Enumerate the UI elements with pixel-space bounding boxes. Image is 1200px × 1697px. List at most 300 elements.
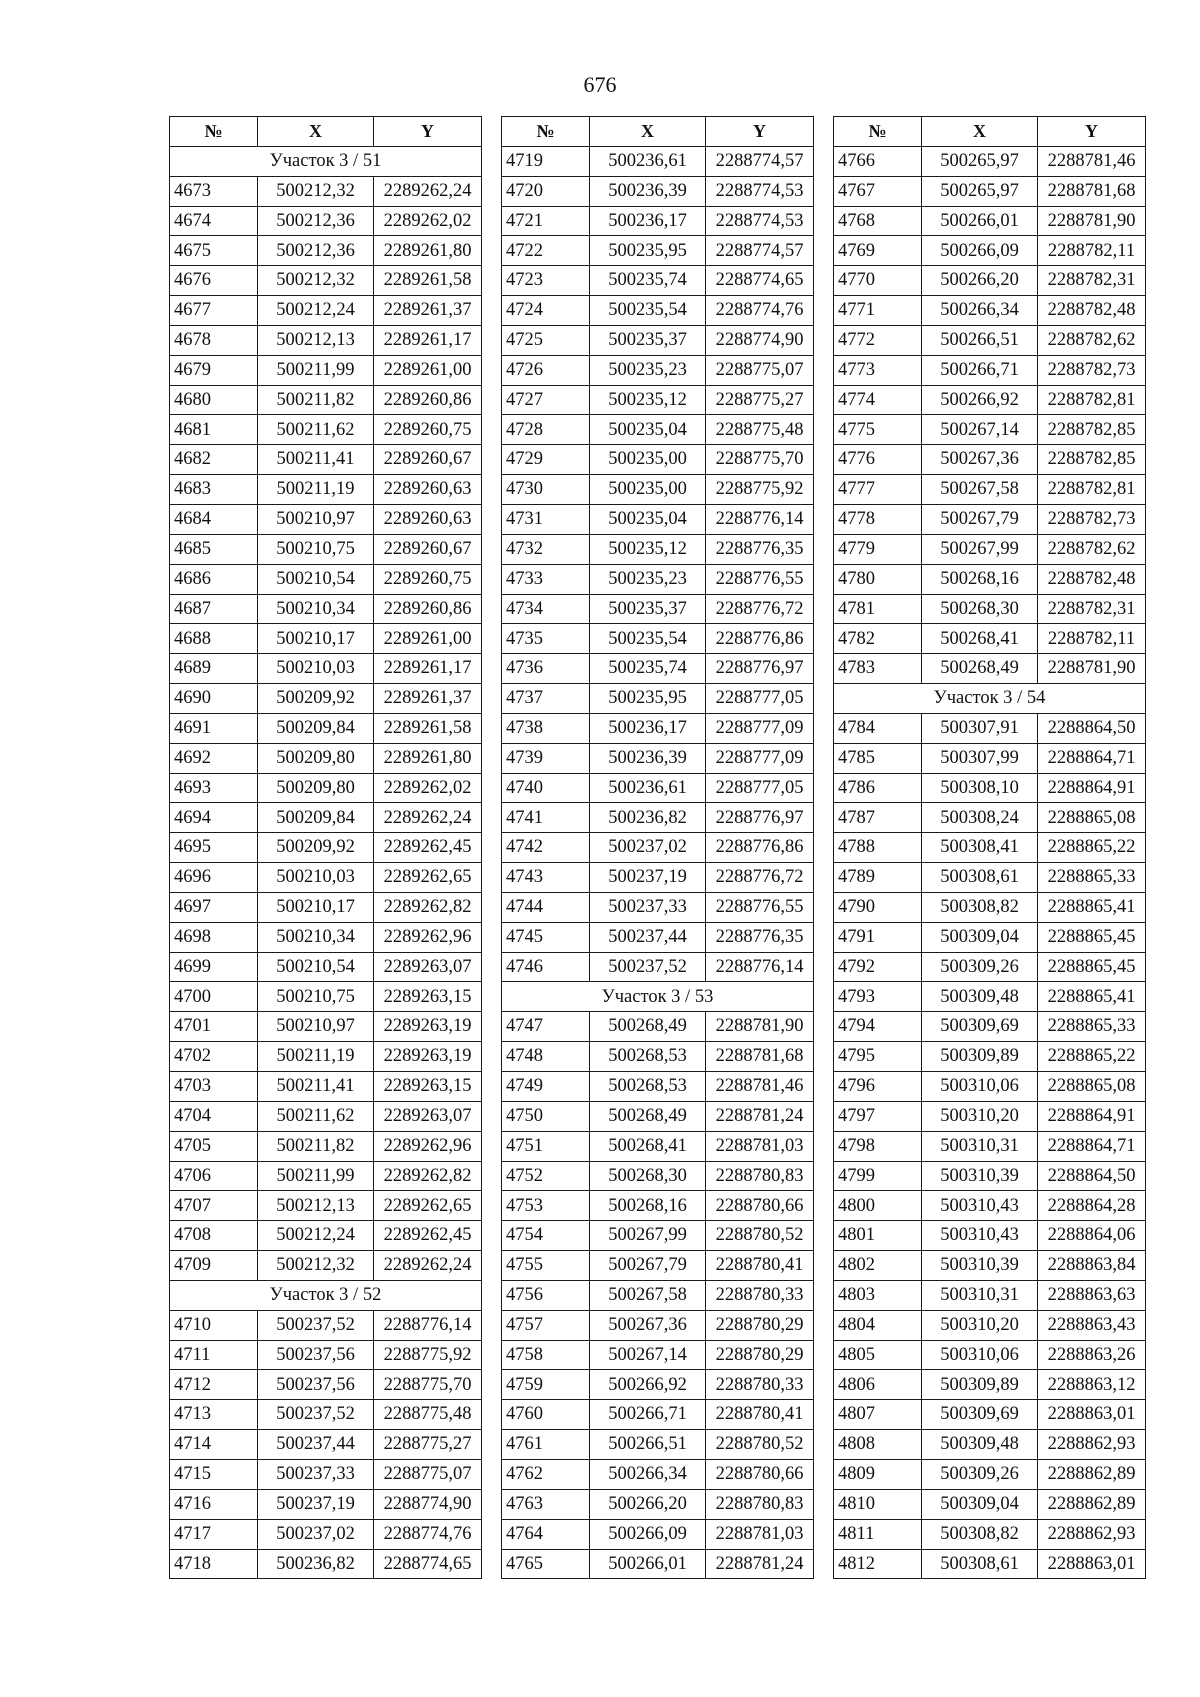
y-value: 2288776,86 (706, 624, 814, 654)
y-value: 2288782,81 (1038, 385, 1146, 415)
y-value: 2289262,24 (374, 803, 482, 833)
point-number: 4687 (170, 594, 258, 624)
y-value: 2288863,01 (1038, 1400, 1146, 1430)
point-number: 4710 (170, 1310, 258, 1340)
point-number: 4767 (834, 176, 922, 206)
x-value: 500211,99 (258, 355, 374, 385)
table-row (834, 266, 1146, 296)
y-value: 2288782,81 (1038, 475, 1146, 505)
table-row (834, 1042, 1146, 1072)
x-value: 500235,00 (590, 475, 706, 505)
x-value: 500209,80 (258, 743, 374, 773)
y-value: 2288781,90 (1038, 654, 1146, 684)
point-number: 4780 (834, 564, 922, 594)
x-value: 500211,99 (258, 1161, 374, 1191)
point-number: 4772 (834, 325, 922, 355)
point-number: 4725 (502, 325, 590, 355)
header-x: X (922, 117, 1038, 147)
point-number: 4762 (502, 1459, 590, 1489)
y-value: 2288782,48 (1038, 296, 1146, 326)
x-value: 500209,80 (258, 773, 374, 803)
point-number: 4702 (170, 1042, 258, 1072)
header-y: Y (706, 117, 814, 147)
x-value: 500267,36 (922, 445, 1038, 475)
table-row (502, 1370, 814, 1400)
table-row (170, 296, 482, 326)
x-value: 500210,75 (258, 534, 374, 564)
x-value: 500235,12 (590, 534, 706, 564)
table-row (502, 833, 814, 863)
point-number: 4773 (834, 355, 922, 385)
x-value: 500268,53 (590, 1042, 706, 1072)
x-value: 500266,20 (590, 1489, 706, 1519)
y-value: 2288864,71 (1038, 743, 1146, 773)
y-value: 2288780,52 (706, 1221, 814, 1251)
x-value: 500308,61 (922, 1549, 1038, 1579)
y-value: 2288780,29 (706, 1340, 814, 1370)
table-row (170, 773, 482, 803)
header-number: № (170, 117, 258, 147)
table-row (834, 176, 1146, 206)
y-value: 2288780,41 (706, 1251, 814, 1281)
point-number: 4812 (834, 1549, 922, 1579)
y-value: 2288774,57 (706, 236, 814, 266)
x-value: 500210,34 (258, 922, 374, 952)
x-value: 500237,56 (258, 1340, 374, 1370)
table-row (502, 1519, 814, 1549)
table-row (834, 952, 1146, 982)
x-value: 500268,30 (922, 594, 1038, 624)
point-number: 4705 (170, 1131, 258, 1161)
y-value: 2288864,71 (1038, 1131, 1146, 1161)
table-row (170, 1191, 482, 1221)
x-value: 500310,31 (922, 1131, 1038, 1161)
x-value: 500265,97 (922, 176, 1038, 206)
y-value: 2288865,22 (1038, 833, 1146, 863)
point-number: 4763 (502, 1489, 590, 1519)
table-row (502, 624, 814, 654)
x-value: 500235,95 (590, 236, 706, 266)
point-number: 4714 (170, 1430, 258, 1460)
x-value: 500236,61 (590, 773, 706, 803)
table-row (834, 146, 1146, 176)
table-row (502, 922, 814, 952)
y-value: 2289263,07 (374, 952, 482, 982)
x-value: 500235,04 (590, 415, 706, 445)
point-number: 4782 (834, 624, 922, 654)
point-number: 4699 (170, 952, 258, 982)
y-value: 2288864,50 (1038, 1161, 1146, 1191)
point-number: 4775 (834, 415, 922, 445)
y-value: 2288775,48 (706, 415, 814, 445)
x-value: 500235,54 (590, 296, 706, 326)
table-row (170, 624, 482, 654)
y-value: 2289261,37 (374, 684, 482, 714)
y-value: 2288775,92 (706, 475, 814, 505)
x-value: 500236,39 (590, 743, 706, 773)
table-row (502, 1400, 814, 1430)
y-value: 2288781,46 (1038, 146, 1146, 176)
x-value: 500307,91 (922, 713, 1038, 743)
point-number: 4797 (834, 1101, 922, 1131)
table-row (170, 654, 482, 684)
y-value: 2288776,86 (706, 833, 814, 863)
y-value: 2288774,53 (706, 206, 814, 236)
point-number: 4693 (170, 773, 258, 803)
y-value: 2288780,52 (706, 1430, 814, 1460)
y-value: 2288777,05 (706, 773, 814, 803)
x-value: 500266,01 (922, 206, 1038, 236)
x-value: 500211,41 (258, 445, 374, 475)
table-row (834, 1131, 1146, 1161)
point-number: 4785 (834, 743, 922, 773)
point-number: 4751 (502, 1131, 590, 1161)
header-number: № (502, 117, 590, 147)
point-number: 4690 (170, 684, 258, 714)
y-value: 2289260,75 (374, 564, 482, 594)
point-number: 4681 (170, 415, 258, 445)
point-number: 4798 (834, 1131, 922, 1161)
point-number: 4709 (170, 1251, 258, 1281)
table-row (170, 1012, 482, 1042)
table-row (502, 684, 814, 714)
point-number: 4794 (834, 1012, 922, 1042)
y-value: 2288782,31 (1038, 594, 1146, 624)
y-value: 2288774,65 (706, 266, 814, 296)
y-value: 2289263,19 (374, 1042, 482, 1072)
section-title: Участок 3 / 54 (834, 684, 1146, 714)
x-value: 500310,20 (922, 1310, 1038, 1340)
point-number: 4766 (834, 146, 922, 176)
y-value: 2288781,46 (706, 1072, 814, 1102)
point-number: 4768 (834, 206, 922, 236)
y-value: 2288782,62 (1038, 325, 1146, 355)
y-value: 2288865,41 (1038, 982, 1146, 1012)
x-value: 500235,74 (590, 266, 706, 296)
x-value: 500266,34 (590, 1459, 706, 1489)
x-value: 500267,14 (922, 415, 1038, 445)
point-number: 4737 (502, 684, 590, 714)
point-number: 4765 (502, 1549, 590, 1579)
point-number: 4729 (502, 445, 590, 475)
y-value: 2288863,43 (1038, 1310, 1146, 1340)
point-number: 4684 (170, 504, 258, 534)
point-number: 4682 (170, 445, 258, 475)
point-number: 4781 (834, 594, 922, 624)
table-row (170, 1251, 482, 1281)
x-value: 500309,48 (922, 982, 1038, 1012)
x-value: 500267,99 (590, 1221, 706, 1251)
y-value: 2288776,72 (706, 863, 814, 893)
table-row (502, 355, 814, 385)
point-number: 4806 (834, 1370, 922, 1400)
table-row (502, 534, 814, 564)
y-value: 2288775,70 (706, 445, 814, 475)
x-value: 500268,30 (590, 1161, 706, 1191)
table-row (502, 1489, 814, 1519)
y-value: 2288776,97 (706, 803, 814, 833)
table-row (502, 1101, 814, 1131)
y-value: 2288780,33 (706, 1280, 814, 1310)
point-number: 4733 (502, 564, 590, 594)
y-value: 2288775,92 (374, 1340, 482, 1370)
x-value: 500211,19 (258, 475, 374, 505)
point-number: 4721 (502, 206, 590, 236)
x-value: 500235,37 (590, 325, 706, 355)
table-row (834, 624, 1146, 654)
point-number: 4728 (502, 415, 590, 445)
y-value: 2288865,45 (1038, 922, 1146, 952)
table-row (834, 1310, 1146, 1340)
point-number: 4779 (834, 534, 922, 564)
x-value: 500235,74 (590, 654, 706, 684)
table-row (502, 236, 814, 266)
table-row (502, 445, 814, 475)
table-row (834, 206, 1146, 236)
point-number: 4783 (834, 654, 922, 684)
point-number: 4777 (834, 475, 922, 505)
header-y: Y (1038, 117, 1146, 147)
coordinates-table-3 (833, 116, 1146, 1579)
point-number: 4787 (834, 803, 922, 833)
x-value: 500211,82 (258, 1131, 374, 1161)
table-row (170, 504, 482, 534)
table-row (170, 1131, 482, 1161)
point-number: 4698 (170, 922, 258, 952)
point-number: 4784 (834, 713, 922, 743)
x-value: 500268,16 (590, 1191, 706, 1221)
x-value: 500310,43 (922, 1191, 1038, 1221)
x-value: 500266,71 (590, 1400, 706, 1430)
x-value: 500266,51 (922, 325, 1038, 355)
point-number: 4701 (170, 1012, 258, 1042)
table-row (502, 1251, 814, 1281)
y-value: 2289262,65 (374, 1191, 482, 1221)
x-value: 500209,92 (258, 684, 374, 714)
x-value: 500308,41 (922, 833, 1038, 863)
x-value: 500235,04 (590, 504, 706, 534)
y-value: 2288774,76 (374, 1519, 482, 1549)
y-value: 2288781,68 (1038, 176, 1146, 206)
x-value: 500236,17 (590, 206, 706, 236)
y-value: 2289261,58 (374, 713, 482, 743)
x-value: 500310,39 (922, 1161, 1038, 1191)
table-row (170, 564, 482, 594)
y-value: 2288780,83 (706, 1489, 814, 1519)
y-value: 2289262,82 (374, 892, 482, 922)
table-row (834, 1072, 1146, 1102)
y-value: 2289260,75 (374, 415, 482, 445)
section-row (834, 684, 1146, 714)
table-row (502, 504, 814, 534)
y-value: 2288862,93 (1038, 1430, 1146, 1460)
x-value: 500309,04 (922, 1489, 1038, 1519)
table-row (834, 803, 1146, 833)
y-value: 2288777,09 (706, 713, 814, 743)
point-number: 4790 (834, 892, 922, 922)
x-value: 500236,39 (590, 176, 706, 206)
y-value: 2289262,82 (374, 1161, 482, 1191)
section-title: Участок 3 / 52 (170, 1280, 482, 1310)
y-value: 2289262,24 (374, 176, 482, 206)
x-value: 500309,89 (922, 1370, 1038, 1400)
table-row (834, 922, 1146, 952)
table-row (502, 1012, 814, 1042)
y-value: 2288780,66 (706, 1459, 814, 1489)
x-value: 500266,71 (922, 355, 1038, 385)
table-row (502, 564, 814, 594)
y-value: 2289260,67 (374, 445, 482, 475)
x-value: 500267,58 (590, 1280, 706, 1310)
x-value: 500310,43 (922, 1221, 1038, 1251)
point-number: 4727 (502, 385, 590, 415)
y-value: 2289262,02 (374, 773, 482, 803)
y-value: 2288777,09 (706, 743, 814, 773)
x-value: 500266,51 (590, 1430, 706, 1460)
y-value: 2288781,90 (706, 1012, 814, 1042)
table-row (834, 504, 1146, 534)
point-number: 4679 (170, 355, 258, 385)
y-value: 2289262,45 (374, 1221, 482, 1251)
table-row (834, 1340, 1146, 1370)
x-value: 500235,95 (590, 684, 706, 714)
y-value: 2288865,33 (1038, 1012, 1146, 1042)
table-row (834, 1280, 1146, 1310)
point-number: 4803 (834, 1280, 922, 1310)
point-number: 4703 (170, 1072, 258, 1102)
x-value: 500237,19 (258, 1489, 374, 1519)
point-number: 4736 (502, 654, 590, 684)
table-row (502, 1430, 814, 1460)
y-value: 2288865,08 (1038, 803, 1146, 833)
x-value: 500210,17 (258, 892, 374, 922)
point-number: 4673 (170, 176, 258, 206)
point-number: 4740 (502, 773, 590, 803)
y-value: 2288775,27 (374, 1430, 482, 1460)
table-row (502, 1191, 814, 1221)
y-value: 2288781,68 (706, 1042, 814, 1072)
y-value: 2288864,50 (1038, 713, 1146, 743)
point-number: 4788 (834, 833, 922, 863)
x-value: 500268,53 (590, 1072, 706, 1102)
y-value: 2289260,86 (374, 385, 482, 415)
y-value: 2288780,29 (706, 1310, 814, 1340)
x-value: 500268,49 (590, 1101, 706, 1131)
y-value: 2288864,91 (1038, 1101, 1146, 1131)
y-value: 2288776,55 (706, 564, 814, 594)
y-value: 2288782,11 (1038, 236, 1146, 266)
table-row (502, 803, 814, 833)
point-number: 4753 (502, 1191, 590, 1221)
y-value: 2288774,90 (374, 1489, 482, 1519)
point-number: 4754 (502, 1221, 590, 1251)
section-row (502, 982, 814, 1012)
x-value: 500237,02 (590, 833, 706, 863)
x-value: 500268,49 (590, 1012, 706, 1042)
x-value: 500309,26 (922, 952, 1038, 982)
x-value: 500236,82 (590, 803, 706, 833)
section-title: Участок 3 / 51 (170, 146, 482, 176)
point-number: 4722 (502, 236, 590, 266)
table-row (502, 1310, 814, 1340)
table-row (834, 1400, 1146, 1430)
x-value: 500212,32 (258, 176, 374, 206)
point-number: 4676 (170, 266, 258, 296)
point-number: 4720 (502, 176, 590, 206)
x-value: 500267,36 (590, 1310, 706, 1340)
table-row (170, 1161, 482, 1191)
point-number: 4711 (170, 1340, 258, 1370)
y-value: 2289260,67 (374, 534, 482, 564)
table-row (170, 1400, 482, 1430)
x-value: 500266,92 (922, 385, 1038, 415)
x-value: 500209,84 (258, 713, 374, 743)
table-row (502, 176, 814, 206)
point-number: 4746 (502, 952, 590, 982)
table-row (170, 743, 482, 773)
section-title: Участок 3 / 53 (502, 982, 814, 1012)
y-value: 2288776,55 (706, 892, 814, 922)
y-value: 2288862,89 (1038, 1489, 1146, 1519)
point-number: 4747 (502, 1012, 590, 1042)
table-row (502, 1459, 814, 1489)
x-value: 500210,97 (258, 1012, 374, 1042)
x-value: 500265,97 (922, 146, 1038, 176)
point-number: 4726 (502, 355, 590, 385)
point-number: 4802 (834, 1251, 922, 1281)
x-value: 500209,84 (258, 803, 374, 833)
table-row (834, 833, 1146, 863)
table-row (834, 296, 1146, 326)
point-number: 4715 (170, 1459, 258, 1489)
table-row (170, 892, 482, 922)
point-number: 4741 (502, 803, 590, 833)
point-number: 4809 (834, 1459, 922, 1489)
x-value: 500211,19 (258, 1042, 374, 1072)
y-value: 2288775,27 (706, 385, 814, 415)
x-value: 500212,13 (258, 1191, 374, 1221)
x-value: 500309,69 (922, 1400, 1038, 1430)
point-number: 4778 (834, 504, 922, 534)
table-row (170, 1370, 482, 1400)
point-number: 4675 (170, 236, 258, 266)
y-value: 2288777,05 (706, 684, 814, 714)
table-row (502, 385, 814, 415)
y-value: 2288780,66 (706, 1191, 814, 1221)
table-row (170, 385, 482, 415)
point-number: 4706 (170, 1161, 258, 1191)
page-number: 676 (583, 72, 617, 97)
x-value: 500310,06 (922, 1072, 1038, 1102)
y-value: 2288774,65 (374, 1549, 482, 1579)
table-row (502, 863, 814, 893)
x-value: 500266,20 (922, 266, 1038, 296)
point-number: 4804 (834, 1310, 922, 1340)
table-row (502, 1161, 814, 1191)
table-row (170, 1310, 482, 1340)
x-value: 500237,33 (590, 892, 706, 922)
table-row (834, 385, 1146, 415)
table-row (502, 773, 814, 803)
table-row (170, 355, 482, 385)
x-value: 500237,52 (258, 1310, 374, 1340)
y-value: 2289260,63 (374, 475, 482, 505)
x-value: 500308,82 (922, 892, 1038, 922)
x-value: 500237,44 (258, 1430, 374, 1460)
header-x: X (590, 117, 706, 147)
y-value: 2288776,35 (706, 922, 814, 952)
y-value: 2289263,15 (374, 1072, 482, 1102)
